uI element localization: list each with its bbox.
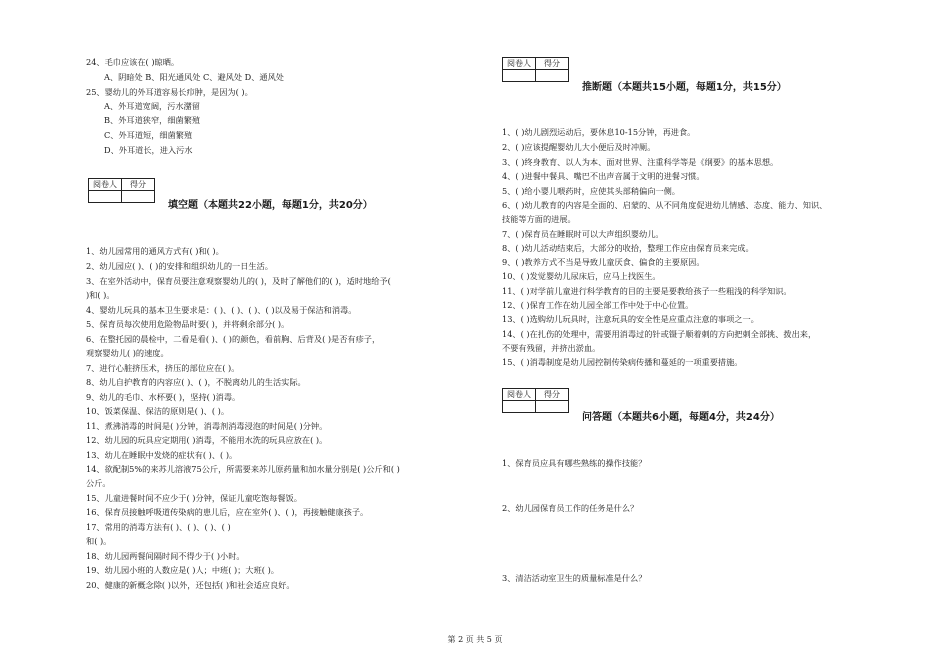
score-cell[interactable] xyxy=(536,70,569,82)
reviewer-label: 阅卷人 xyxy=(503,389,536,401)
reviewer-label: 阅卷人 xyxy=(503,58,536,70)
fill-question: 12、幼儿园的玩具应定期用( )消毒，不能用水洗的玩具应放在( )。 xyxy=(86,435,328,445)
fill-question: 8、幼儿自护教育的内容应( )、( )，不脱离幼儿的生活实际。 xyxy=(86,377,306,387)
qa-question: 2、幼儿园保育员工作的任务是什么？ xyxy=(502,503,639,513)
fill-question: 18、幼儿园两餐间隔时间不得少于( )小时。 xyxy=(86,551,245,561)
question-24-options: A、阴暗处 B、阳光通风处 C、避风处 D、通风处 xyxy=(104,72,284,82)
judge-question: 11、( )对学前儿童进行科学教育的目的主要是要教给孩子一些粗浅的科学知识。 xyxy=(502,286,792,296)
judge-question: 10、( )发觉婴幼儿尿床后，应马上找医生。 xyxy=(502,271,661,281)
judge-question: 5、( )给小婴儿喂药时，应使其头部稍偏向一侧。 xyxy=(502,186,680,196)
fill-question: 6、在整托园的晨检中，二看是看( )、( )的颜色，看前胸、后背及( )是否有疹子， xyxy=(86,334,381,344)
fill-question-cont: 观察婴幼儿( )的速度。 xyxy=(86,348,169,358)
question-25-option: D、外耳道长，进入污水 xyxy=(104,145,193,155)
judge-question: 9、( )教养方式不当是导致儿童厌食、偏食的主要原因。 xyxy=(502,257,705,267)
question-25: 25、婴幼儿的外耳道容易长疖肿，是因为( )。 xyxy=(86,87,253,97)
fill-question: 9、幼儿的毛巾、水杯要( )，坚持( )消毒。 xyxy=(86,392,241,402)
fill-question: 14、欲配制5%的来苏儿溶液75公斤，所需要来苏儿原药量和加水量分别是( )公斤和( ) xyxy=(86,464,400,474)
question-25-option: B、外耳道狭窄，细菌繁殖 xyxy=(104,115,201,125)
fill-question: 16、保育员接触呼吸道传染病的患儿后，应在室外( )、( )，再接触健康孩子。 xyxy=(86,507,369,517)
fill-question: 10、饭菜保温、保洁的原则是( )、( )。 xyxy=(86,406,230,416)
judge-question: 2、( )应该提醒婴幼儿大小便后及时冲厕。 xyxy=(502,142,656,152)
fill-question: 2、幼儿园应( )、( )的安排和组织幼儿的一日生活。 xyxy=(86,261,273,271)
judge-question: 12、( )保育工作在幼儿园全部工作中处于中心位置。 xyxy=(502,300,694,310)
reviewer-cell[interactable] xyxy=(503,401,536,413)
fill-question: 7、进行心脏挤压术，挤压的部位应在( )。 xyxy=(86,363,240,373)
reviewer-cell[interactable] xyxy=(89,191,122,203)
qa-section-heading: 问答题（本题共6小题，每题4分，共24分） xyxy=(582,412,780,423)
fill-question: 15、儿童进餐时间不应少于( )分钟，保证儿童吃饱每餐饭。 xyxy=(86,493,302,503)
fill-question: 19、幼儿园小班的人数应是( )人；中班( )；大班( )。 xyxy=(86,565,279,575)
fill-question: 11、煮沸消毒的时间是( )分钟，消毒剂消毒浸泡的时间是( )分钟。 xyxy=(86,421,328,431)
reviewer-label: 阅卷人 xyxy=(89,179,122,191)
fill-question: 1、幼儿园常用的通风方式有( )和( )。 xyxy=(86,246,224,256)
judge-question: 1、( )幼儿剧烈运动后，要休息10-15分钟，再进食。 xyxy=(502,127,696,137)
judge-question: 8、( )幼儿活动结束后，大部分的收拾，整理工作应由保育员来完成。 xyxy=(502,243,754,253)
fill-question: 3、在室外活动中，保育员要注意观察婴幼儿的( )，及时了解他们的( )，适时地给予( xyxy=(86,276,391,286)
score-box xyxy=(502,57,569,82)
fill-question: 17、常用的消毒方法有( )、( )、( )、( ) xyxy=(86,522,231,532)
judge-question: 4、( )进餐中餐具、嘴巴不出声音属于文明的进餐习惯。 xyxy=(502,171,705,181)
judge-question-cont: 不要有残留，并挤出淤血。 xyxy=(502,343,601,353)
fill-question-cont: )和( )。 xyxy=(86,290,115,300)
judge-question: 15、( )消毒制度是幼儿园控制传染病传播和蔓延的一项重要措施。 xyxy=(502,357,743,367)
fill-question-cont: 和( )。 xyxy=(86,536,112,546)
score-label: 得分 xyxy=(122,179,155,191)
score-box xyxy=(88,178,155,203)
fill-section-heading: 填空题（本题共22小题，每题1分，共20分） xyxy=(168,200,373,211)
judge-question: 13、( )选购幼儿玩具时，注意玩具的安全性是应重点注意的事项之一。 xyxy=(502,314,759,324)
question-25-option: A、外耳道宽阔，污水潴留 xyxy=(104,101,200,111)
judge-question: 3、( )终身教育、以人为本、面对世界、注重科学等是《纲要》的基本思想。 xyxy=(502,157,779,167)
judge-question: 6、( )幼儿教育的内容是全面的、启蒙的、从不同角度促进幼儿情感、态度、能力、知识、 xyxy=(502,200,828,210)
score-cell[interactable] xyxy=(536,401,569,413)
fill-question: 5、保育员每次使用危险物品时要( )，并将剩余部分( )。 xyxy=(86,319,290,329)
judge-question-cont: 技能等方面的进展。 xyxy=(502,214,576,224)
judge-question: 7、( )保育员在睡眠时可以大声组织婴幼儿。 xyxy=(502,229,664,239)
score-label: 得分 xyxy=(536,389,569,401)
score-label: 得分 xyxy=(536,58,569,70)
question-25-option: C、外耳道短，细菌繁殖 xyxy=(104,130,193,140)
fill-question: 20、健康的新概念除( )以外，还包括( )和社会适应良好。 xyxy=(86,580,295,590)
question-24: 24、毛巾应该在( )晾晒。 xyxy=(86,57,180,67)
judge-section-heading: 推断题（本题共15小题，每题1分，共15分） xyxy=(582,82,787,93)
fill-question-cont: 公斤。 xyxy=(86,478,111,488)
score-box xyxy=(502,388,569,413)
fill-question: 13、幼儿在睡眠中发烧的症状有( )、( )。 xyxy=(86,450,238,460)
qa-question: 3、清洁活动室卫生的质量标准是什么？ xyxy=(502,573,647,583)
qa-question: 1、保育员应具有哪些熟练的操作技能？ xyxy=(502,458,647,468)
page-number-footer: 第 2 页 共 5 页 xyxy=(447,635,503,644)
fill-question: 4、婴幼儿玩具的基本卫生要求是：( )、( )、( )、( )以及易于保洁和消毒。 xyxy=(86,305,357,315)
score-cell[interactable] xyxy=(122,191,155,203)
reviewer-cell[interactable] xyxy=(503,70,536,82)
judge-question: 14、( )在扎伤的处理中，需要用消毒过的针或镊子顺着刺的方向把刺全部挑、拨出来， xyxy=(502,329,817,339)
